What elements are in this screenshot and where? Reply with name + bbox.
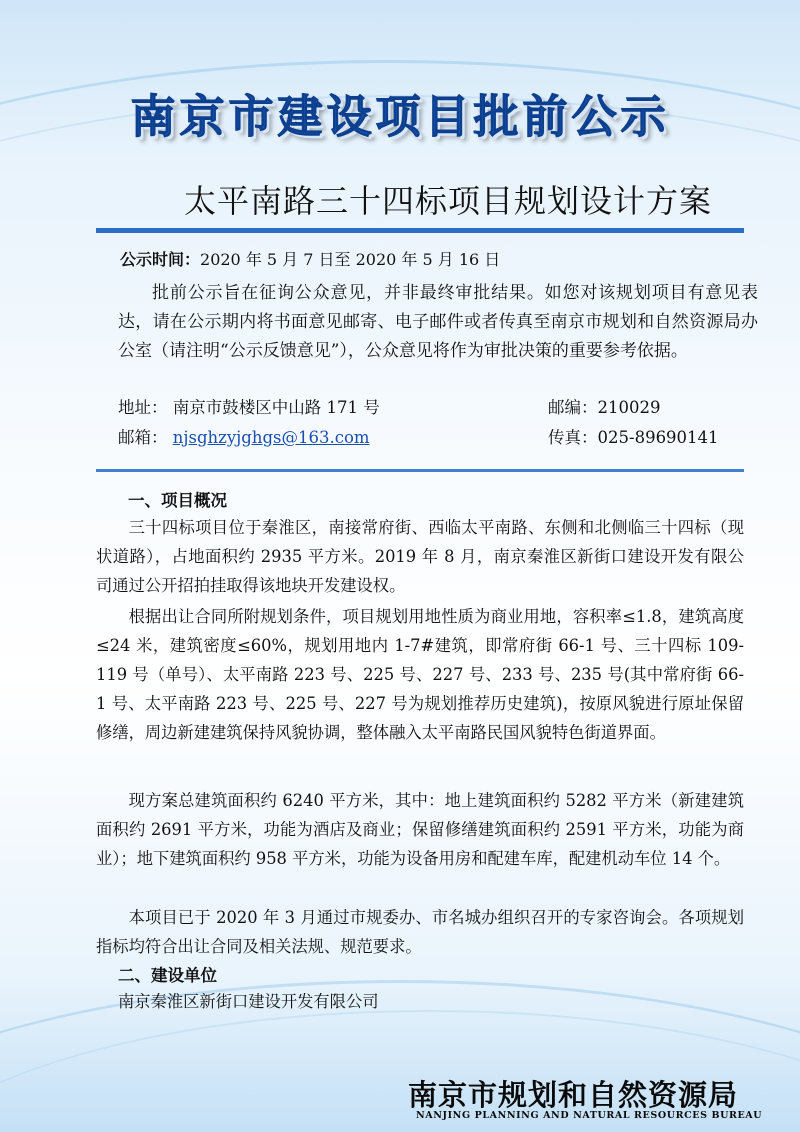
issuer-name-en: NANJING PLANNING AND NATURAL RESOURCES BUREAU bbox=[416, 1110, 763, 1121]
address-line bbox=[118, 397, 380, 418]
section1-paragraph-1: 三十四标项目位于秦淮区，南接常府街、西临太平南路、东侧和北侧临三十四标（现状道路），占地面积约 2935 平方米。2019 年 8 月，南京秦淮区新街口建设开发有限公司通过公开招拍挂取得该地块开发建设权。 bbox=[96, 518, 744, 595]
postcode-value: 210029 bbox=[597, 398, 661, 417]
fax-line bbox=[548, 427, 719, 448]
address-label: 地址： bbox=[118, 398, 168, 417]
notice-time bbox=[120, 250, 500, 271]
section1-paragraph-4: 本项目已于 2020 年 3 月通过市规委办、市名城办组织召开的专家咨询会。各项规划指标均符合出让合同及相关法规、规范要求。 bbox=[96, 908, 744, 956]
section-divider bbox=[96, 469, 744, 472]
section2-heading: 二、建设单位 bbox=[118, 966, 217, 985]
section1-paragraph-2: 根据出让合同所附规划条件，项目规划用地性质为商业用地，容积率≤1.8，建筑高度≤24 米，建筑密度≤60%，规划用地内 1-7#建筑，即常府街 66-1 号、三十四标 109-119 号（单号）、太平南路 223 号、225 号、227 号、233 号、235 号(其中常府街 66-1 号、太平南路 223 号、225 号、227 号为规划推荐历史建筑)，按原风貌进行原址保留修缮，周边新建建筑保持风貌协调，整体融入太平南路民国风貌特色街道界面。 bbox=[96, 607, 744, 742]
email-line bbox=[118, 427, 370, 448]
fax-value: 025-89690141 bbox=[597, 428, 719, 447]
time-value: 2020 年 5 月 7 日至 2020 年 5 月 16 日 bbox=[200, 250, 501, 269]
postcode-label: 邮编： bbox=[548, 398, 598, 417]
section1-heading: 一、项目概况 bbox=[128, 491, 227, 510]
issuer-name: 南京市规划和自然资源局 bbox=[408, 1078, 739, 1112]
postcode-line bbox=[548, 397, 661, 418]
section1-paragraph-3: 现方案总建筑面积约 6240 平方米，其中：地上建筑面积约 5282 平方米（新建建筑面积约 2691 平方米，功能为酒店及商业；保留修缮建筑面积约 2591 平方米，功能为商业）；地下建筑面积约 958 平方米，功能为设备用房和配建车库，配建机动车位 14 个。 bbox=[96, 791, 744, 868]
email-label: 邮箱： bbox=[118, 428, 168, 447]
address-value: 南京市鼓楼区中山路 171 号 bbox=[172, 398, 380, 417]
main-title: 南京市建设项目批前公示 bbox=[130, 90, 670, 143]
builder-name: 南京秦淮区新街口建设开发有限公司 bbox=[118, 992, 379, 1011]
time-label: 公示时间： bbox=[120, 250, 201, 269]
fax-label: 传真： bbox=[548, 428, 598, 447]
title-divider bbox=[96, 228, 744, 233]
project-subtitle: 太平南路三十四标项目规划设计方案 bbox=[183, 182, 712, 220]
notice-intro: 批前公示旨在征询公众意见，并非最终审批结果。如您对该规划项目有意见表达，请在公示期内将书面意见邮寄、电子邮件或者传真至南京市规划和自然资源局办公室（请注明“公示反馈意见”），公众意见将作为审批决策的重要参考依据。 bbox=[118, 283, 758, 361]
email-link[interactable]: njsghzyjghgs@163.com bbox=[172, 428, 370, 447]
